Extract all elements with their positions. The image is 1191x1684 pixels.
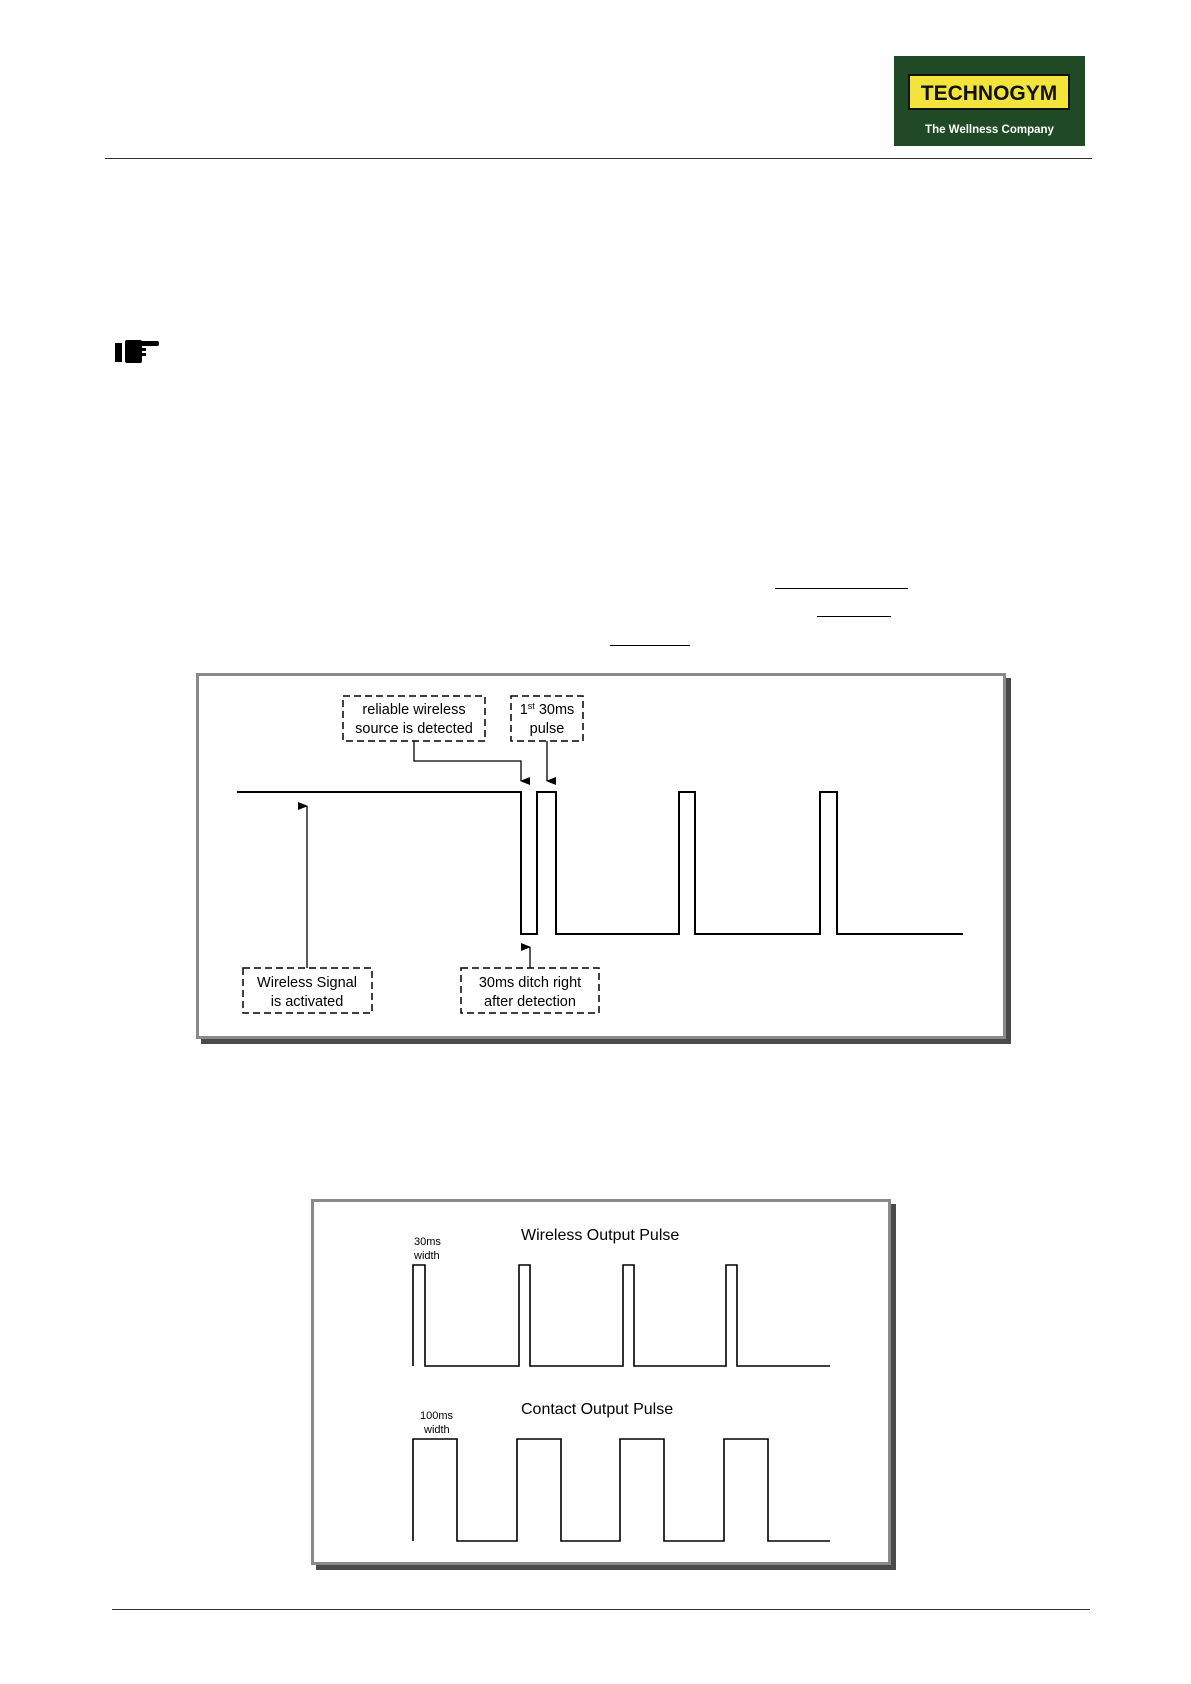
title-wireless-output: Wireless Output Pulse: [521, 1227, 680, 1244]
underline-1: [775, 588, 908, 589]
label-first-pulse-line2: pulse: [529, 721, 565, 737]
arrow-reliable: [414, 741, 521, 781]
label-ditch-line2: after detection: [484, 994, 576, 1010]
wireless-detection-diagram: [196, 673, 1006, 1039]
output-pulse-svg: [314, 1202, 888, 1562]
label-wireless-line2: is activated: [270, 994, 344, 1010]
width-30-line2: width: [414, 1250, 440, 1262]
width-30-line1: 30ms: [414, 1236, 441, 1248]
wireless-detection-svg: [199, 676, 1003, 1036]
pointing-hand-icon: [114, 337, 162, 365]
label-reliable-line2: source is detected: [355, 721, 473, 737]
width-100-line2: width: [424, 1424, 450, 1436]
underline-2: [817, 616, 891, 617]
signal-waveform: [237, 792, 963, 934]
footer-rule: [112, 1609, 1090, 1610]
contact-output-waveform: [413, 1439, 830, 1541]
underline-3: [610, 645, 690, 646]
label-ditch-line1: 30ms ditch right: [478, 975, 582, 991]
label-first-pulse-line1: 1st 30ms: [519, 701, 575, 718]
logo-wordmark: TECHNOGYM: [908, 74, 1070, 110]
output-pulse-diagram: [311, 1199, 891, 1565]
label-wireless-line1: Wireless Signal: [257, 975, 357, 991]
title-contact-output: Contact Output Pulse: [521, 1401, 674, 1418]
technogym-logo: [894, 56, 1085, 146]
label-reliable-line1: reliable wireless: [362, 702, 466, 718]
wireless-output-waveform: [413, 1265, 830, 1366]
width-100-line1: 100ms: [420, 1410, 454, 1422]
logo-tagline: The Wellness Company: [925, 124, 1054, 136]
header-rule: [105, 158, 1092, 159]
